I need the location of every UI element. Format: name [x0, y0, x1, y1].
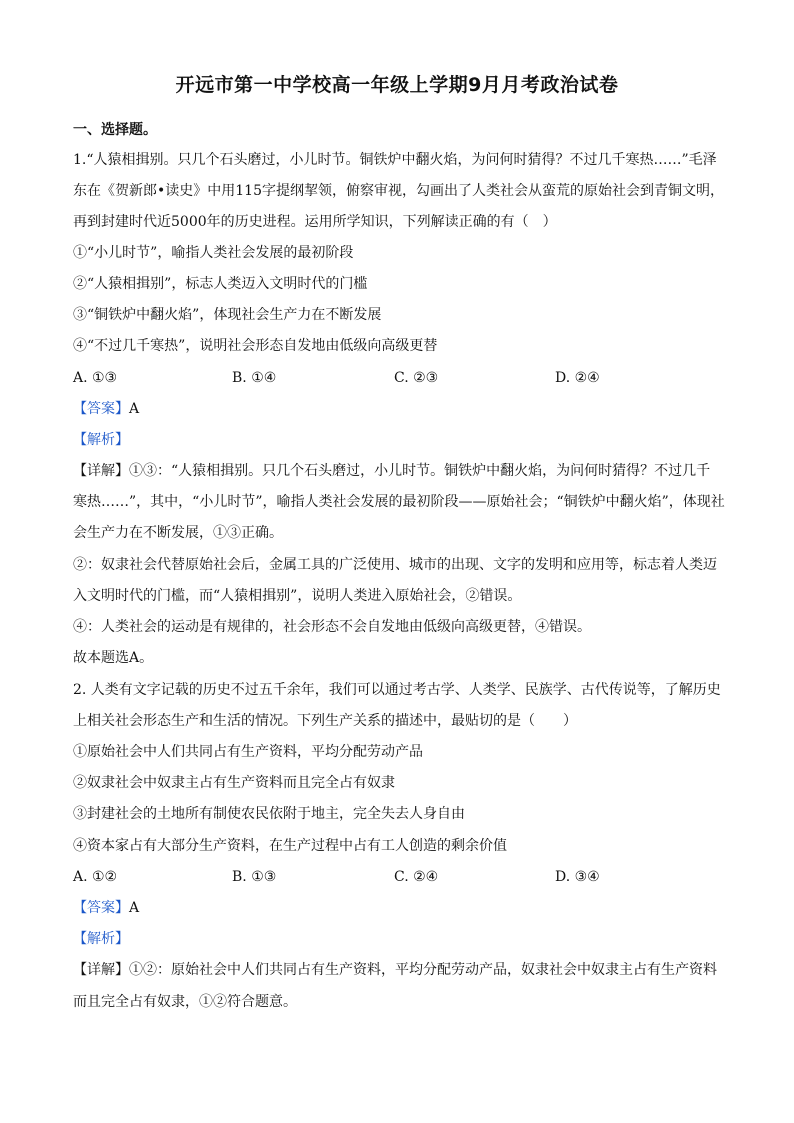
q1-detail-line-5: 入文明时代的门槛，而“人猿相揖别”，说明人类进入原始社会，②错误。 [73, 588, 522, 604]
q2-answer-row [73, 898, 733, 918]
q1-item-2: ②“人猿相揖别”，标志人类迈入文明时代的门槛 [73, 276, 368, 292]
q2-choice-a: A. ①② [73, 869, 118, 885]
q2-item-4: ④资本家占有大部分生产资料，在生产过程中占有工人创造的剩余价值 [73, 838, 507, 854]
q2-choice-c: C. ②④ [394, 869, 439, 885]
page-title: 开远市第一中学校高一年级上学期9月月考政治试卷 [175, 74, 619, 96]
q1-detail-line-2: 寒热……”，其中，“小儿时节”，喻指人类社会发展的最初阶段——原始社会；“铜铁炉中翻火焰”，体现社 [73, 494, 725, 510]
q2-detail-line-1: 【详解】①②：原始社会中人们共同占有生产资料，平均分配劳动产品，奴隶社会中奴隶主占有生产资料 [73, 962, 717, 978]
q1-item-1: ①“小儿时节”，喻指人类社会发展的最初阶段 [73, 245, 354, 261]
q2-detail-line-2: 而且完全占有奴隶，①②符合题意。 [73, 994, 297, 1010]
q2-answer-tag: 【答案】 [73, 900, 129, 916]
q2-item-1: ①原始社会中人们共同占有生产资料，平均分配劳动产品 [73, 744, 423, 760]
q1-stem-line-2: 东在《贺新郎•读史》中用115字提纲挈领，俯察审视，勾画出了人类社会从蛮荒的原始社会到青铜文明， [73, 183, 724, 199]
q2-item-3: ③封建社会的土地所有制使农民依附于地主，完全失去人身自由 [73, 806, 465, 822]
q1-detail-line-7: 故本题选A。 [73, 650, 154, 666]
q1-detail-line-1: 【详解】①③：“人猿相揖别。只几个石头磨过，小儿时节。铜铁炉中翻火焰，为问何时猜得？不过几千 [73, 463, 711, 479]
q1-choice-a: A. ①③ [73, 370, 118, 386]
section-heading: 一、选择题。 [73, 122, 157, 138]
q1-choice-d: D. ②④ [555, 370, 600, 386]
q1-detail-line-6: ④：人类社会的运动是有规律的，社会形态不会自发地由低级向高级更替，④错误。 [73, 619, 591, 635]
q2-stem-line-1: 2. 人类有文字记载的历史不过五千余年，我们可以通过考古学、人类学、民族学、古代传说等，了解历史 [73, 682, 721, 698]
q2-choice-b: B. ①③ [232, 869, 277, 885]
q1-stem-line-3: 再到封建时代近5000年的历史进程。运用所学知识，下列解读正确的有（ ） [73, 214, 557, 230]
q1-item-4: ④“不过几千寒热”，说明社会形态自发地由低级向高级更替 [73, 338, 438, 354]
q1-answer-row [73, 399, 733, 419]
q2-item-2: ②奴隶社会中奴隶主占有生产资料而且完全占有奴隶 [73, 775, 395, 791]
q1-item-3: ③“铜铁炉中翻火焰”，体现社会生产力在不断发展 [73, 307, 382, 323]
q1-answer-tag: 【答案】 [73, 401, 129, 417]
q2-choice-d: D. ③④ [555, 869, 600, 885]
q1-analysis-tag: 【解析】 [73, 432, 129, 448]
q1-choice-c: C. ②③ [394, 370, 439, 386]
q1-detail-line-3: 会生产力在不断发展，①③正确。 [73, 525, 283, 541]
q1-stem-line-1: 1.“人猿相揖别。只几个石头磨过，小儿时节。铜铁炉中翻火焰，为问何时猜得？不过几千寒热……”毛泽 [73, 152, 717, 168]
q1-answer-value: A [129, 401, 140, 417]
q2-stem-line-2: 上相关社会形态生产和生活的情况。下列生产关系的描述中，最贴切的是（ ） [73, 713, 577, 729]
q2-answer-value: A [129, 900, 140, 916]
q1-choice-b: B. ①④ [232, 370, 277, 386]
q2-analysis-tag: 【解析】 [73, 931, 129, 947]
q1-detail-line-4: ②：奴隶社会代替原始社会后，金属工具的广泛使用、城市的出现、文字的发明和应用等，标志着人类迈 [73, 557, 717, 573]
